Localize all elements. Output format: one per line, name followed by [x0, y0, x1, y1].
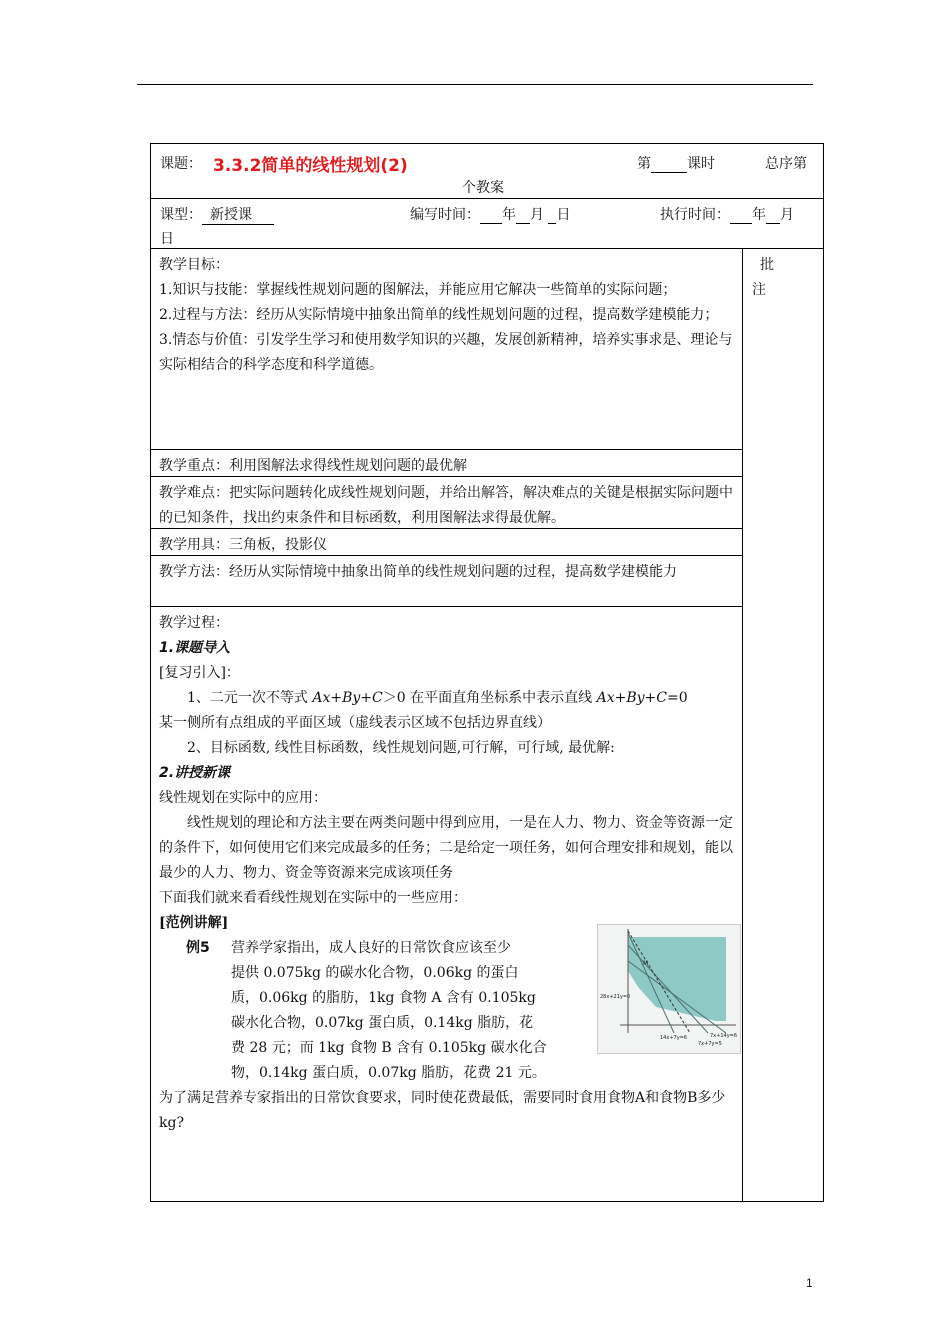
header-rule [137, 84, 813, 85]
feasible-region-graph [598, 925, 740, 1053]
figure-label-b2: 7x+7y=5 [698, 1041, 722, 1047]
review-heading: [复习引入]： [159, 665, 240, 681]
application-paragraph: 线性规划的理论和方法主要在两类问题中得到应用，一是在人力、物力、资金等资源一定的条件下，如何使用它们来完成最多的任务；二是给定一项任务，如何合理安排和规划，能以最少的人力、物力、资金等资源来完成该项任务 [159, 815, 733, 881]
write-year: 年 [502, 207, 516, 223]
review-1b: ＞0 在平面直角坐标系中表示直线 [382, 690, 593, 706]
exec-month: 月 [780, 207, 794, 223]
example-line: 碳水化合物，0.07kg 蛋白质，0.14kg 脂肪，花 [231, 1015, 534, 1031]
example-line: 营养学家指出，成人良好的日常饮食应该至少 [231, 940, 511, 956]
total-suffix: 个教案 [462, 180, 504, 196]
lesson-prefix: 第 [637, 156, 651, 172]
lesson-number-field [637, 153, 715, 173]
example-header: [范例讲解] [159, 915, 229, 931]
difficulty-cell [151, 477, 742, 527]
example-text [231, 936, 591, 1086]
total-prefix: 总序第 [765, 156, 807, 172]
page-title: 3.3.2简单的线性规划(2) [213, 156, 408, 176]
section-new-heading: 2.讲授新课 [159, 765, 231, 781]
title-row [151, 144, 823, 198]
exec-year: 年 [752, 207, 766, 223]
process-heading: 教学过程： [159, 615, 229, 631]
review-1-expr: Ax+By+C [312, 690, 383, 706]
tools-text: 教学用具：三角板，投影仪 [159, 537, 327, 553]
figure-label-m: M [643, 960, 649, 967]
feasible-region-figure [597, 924, 741, 1054]
write-month: 月 [530, 207, 544, 223]
application-paragraph-2: 下面我们就来看看线性规划在实际中的一些应用： [159, 890, 467, 906]
exec-day: 日 [160, 231, 174, 247]
tools-cell [151, 529, 742, 555]
objective-item: 2.过程与方法：经历从实际情境中抽象出简单的线性规划问题的过程，提高数学建模能力； [159, 307, 719, 323]
section-intro-heading: 1.课题导入 [159, 640, 231, 656]
review-1c: =0 [666, 690, 688, 706]
example-line: 物，0.14kg 蛋白质，0.07kg 脂肪，花费 21 元。 [231, 1065, 546, 1081]
key-point-cell [151, 450, 742, 476]
write-time-field [410, 204, 570, 224]
example-line: 费 28 元；而 1kg 食物 B 含有 0.105kg 碳水化合 [231, 1040, 547, 1056]
exec-time-label: 执行时间： [660, 207, 730, 223]
figure-label-left: 28x+21y=0 [600, 994, 631, 1000]
method-text: 教学方法：经历从实际情境中抽象出简单的线性规划问题的过程，提高数学建模能力 [159, 564, 677, 580]
example-line: 提供 0.075kg 的碳水化合物，0.06kg 的蛋白 [231, 965, 519, 981]
type-row [151, 198, 823, 248]
figure-label-b3: 7x+14y=6 [710, 1033, 738, 1039]
write-time-label: 编写时间： [410, 207, 480, 223]
annotation-divider [742, 249, 743, 1201]
process-cell [151, 607, 742, 1201]
objective-item: 3.情态与价值：引发学生学习和使用数学知识的兴趣，发展创新精神，培养实事求是、理论与实际相结合的科学态度和科学道德。 [159, 332, 733, 373]
type-field [160, 204, 274, 225]
application-title: 线性规划在实际中的应用： [159, 790, 327, 806]
review-item-2: 2、目标函数, 线性目标函数，线性规划问题,可行解，可行域, 最优解: [187, 740, 615, 756]
example-line: 质，0.06kg 的脂肪，1kg 食物 A 含有 0.105kg [231, 990, 536, 1006]
review-1a: 1、二元一次不等式 [187, 690, 308, 706]
method-cell [151, 556, 742, 606]
objectives-heading: 教学目标： [159, 257, 229, 273]
review-item-1 [159, 686, 734, 711]
body-section [151, 248, 823, 1201]
side-note-2: 注 [752, 282, 766, 298]
page-number: 1 [806, 1276, 813, 1290]
title-label: 课题： [160, 156, 202, 172]
side-note-1: 批 [760, 257, 774, 273]
lesson-suffix: 课时 [687, 156, 715, 172]
objectives-cell [151, 249, 742, 449]
type-label: 课型： [160, 207, 202, 223]
review-item-1-cont: 某一侧所有点组成的平面区域（虚线表示区域不包括边界直线） [159, 715, 551, 731]
objective-item: 1.知识与技能：掌握线性规划问题的图解法，并能应用它解决一些简单的实际问题； [159, 282, 677, 298]
example-question: 为了满足营养专家指出的日常饮食要求，同时使花费最低，需要同时食用食物A和食物B多少kg? [159, 1090, 726, 1131]
difficulty-text: 教学难点：把实际问题转化成线性规划问题，并给出解答，解决难点的关键是根据实际问题中的已知条件，找出约束条件和目标函数，利用图解法求得最优解。 [159, 485, 733, 526]
write-day: 日 [556, 207, 571, 223]
type-value: 新授课 [202, 204, 274, 225]
review-1-expr2: Ax+By+C [596, 690, 667, 706]
example-label: 例5 [186, 940, 210, 956]
figure-label-b1: 14x+7y=6 [660, 1035, 688, 1041]
exec-time-field [660, 204, 794, 224]
key-point-text: 教学重点：利用图解法求得线性规划问题的最优解 [159, 458, 467, 474]
